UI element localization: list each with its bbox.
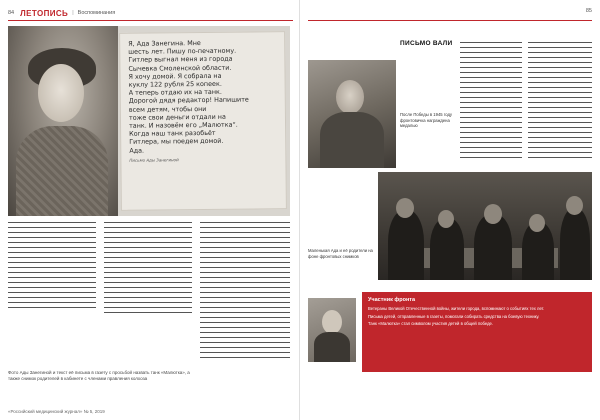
letter-line: Дорогой дядя редактор! Напишите: [128, 95, 249, 106]
info-box-paragraph: Ветераны Великой Отечественной войны, жители города, вспоминают о событиях тех лет.: [368, 306, 545, 311]
woman-body: [314, 332, 350, 362]
archive-photo-with-letter: [8, 26, 290, 216]
left-photo-caption: Фото Ады Занегиной и текст её письма в газету с просьбой назвать танк «Малютка», а также снимок родителей в кабинете с членами правления колхоза: [8, 370, 190, 381]
veteran-body: [320, 112, 384, 168]
left-header-rule: [8, 20, 293, 21]
letter-line: А теперь отдаю их на танк.: [128, 88, 222, 97]
veteran-photo-caption: После Победы в 1945 году фронтовичка награждена медалью: [400, 112, 452, 129]
girl-face: [38, 64, 84, 122]
left-body-column-3: [200, 220, 290, 360]
info-box-red: [362, 292, 592, 372]
group-photo-caption: Маленькая Ада и её родители на фоне фронтовых снимков: [308, 248, 373, 259]
veteran-face: [336, 80, 364, 114]
group-photo-head: [566, 196, 583, 215]
info-box-paragraph: Танк «Малютка» стал символом участия детей в общей победе.: [368, 321, 494, 327]
letter-line: танк. И назовём его „Малютка“.: [129, 120, 238, 130]
group-photo-person: [388, 210, 424, 280]
group-photo-person: [560, 208, 590, 280]
letter-line: всем детям, чтобы они: [128, 104, 207, 114]
letter-line: Ада.: [129, 146, 145, 155]
group-photo-head: [484, 204, 502, 224]
group-archive-photo: [378, 172, 592, 280]
left-page-footer: «Российский медицинский журнал» № 5, 2019: [8, 409, 105, 414]
group-photo-head: [438, 210, 454, 228]
letter-line: шесть лет. Пишу по-печатному.: [128, 46, 237, 56]
letter-line: Когда наш танк разобьёт: [129, 129, 216, 139]
right-body-column-1: [460, 40, 522, 160]
girl-dress: [16, 126, 108, 216]
right-header-rule: [308, 20, 592, 21]
woman-portrait-photo: [308, 298, 356, 362]
left-page-number: 84: [8, 10, 15, 16]
right-page-number: 85: [585, 8, 592, 14]
letter-line: тоже свои деньги отдали на: [128, 112, 226, 122]
letter-line: Я, Ада Занегина. Мне: [128, 39, 201, 48]
handwritten-letter: [119, 31, 287, 211]
left-running-head: [8, 7, 115, 19]
group-photo-head: [529, 214, 545, 232]
magazine-brand: ЛЕТОПИСЬ: [20, 8, 69, 18]
info-box-title: Участник фронта: [368, 297, 416, 303]
veteran-portrait-photo: [308, 60, 396, 168]
right-body-column-2: [528, 40, 592, 160]
running-head-separator: |: [72, 10, 74, 16]
letter-line: Гитлер выгнал меня из города: [128, 55, 233, 65]
woman-face: [322, 310, 342, 334]
girl-portrait-photo: [8, 26, 118, 216]
section-name: Воспоминания: [77, 10, 116, 16]
group-photo-head: [396, 198, 414, 218]
letter-caption: Письмо Ады Занегиной: [129, 157, 179, 163]
letter-line: куклу 122 рубля 25 копеек.: [128, 79, 222, 89]
article-heading: ПИСЬМО ВАЛИ: [400, 40, 453, 47]
letter-line: Гитлера, мы поедем домой.: [129, 137, 224, 147]
left-body-column-2: [104, 220, 192, 316]
letter-line: Сычевка Смоленской области.: [128, 63, 232, 73]
info-box-paragraph: Письма детей, отправленные в газеты, помогали собирать средства на боевую технику.: [368, 313, 540, 319]
letter-line: Я хочу домой. Я собрала на: [128, 71, 222, 81]
left-body-column-1: [8, 220, 96, 308]
